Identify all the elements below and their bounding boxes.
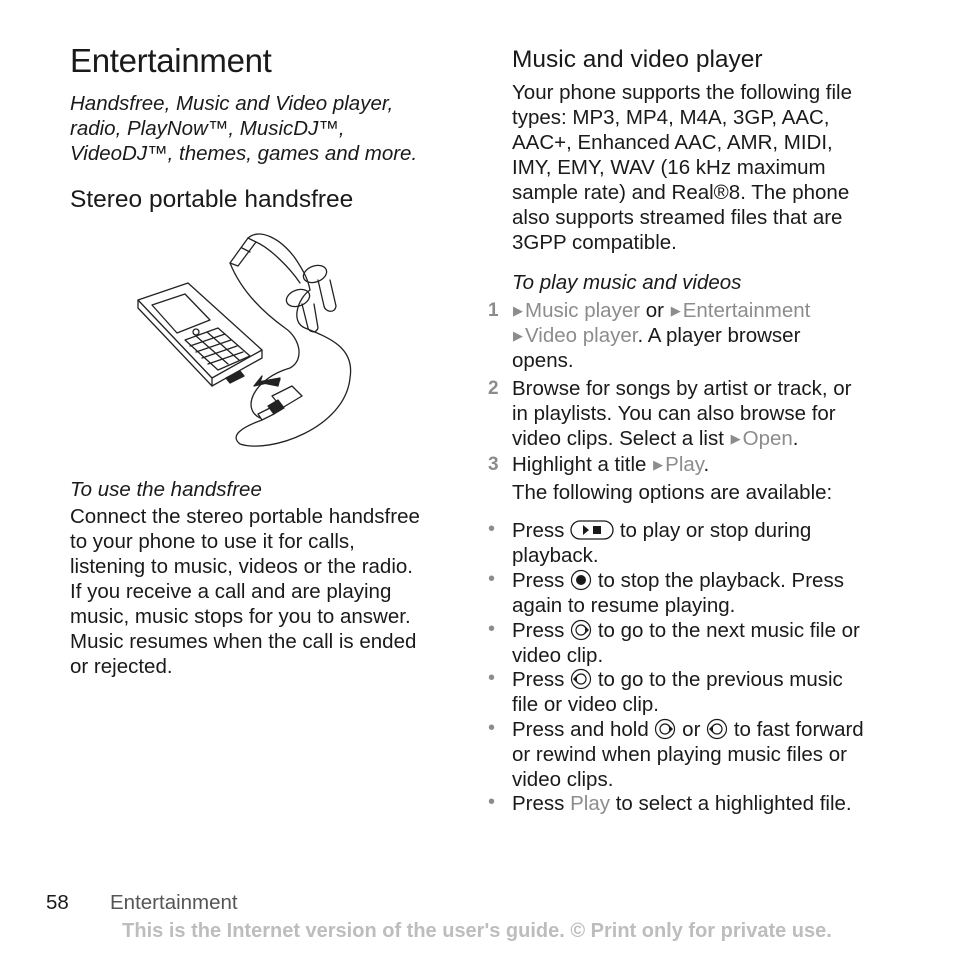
earbud (284, 286, 312, 309)
bullet-text: Press (512, 792, 565, 815)
navigation-select-icon (570, 569, 592, 591)
file-types-paragraph (512, 80, 902, 255)
bullet-text: playback. (512, 544, 599, 567)
bullet-stop-playback (488, 568, 897, 618)
intro-line: VideoDJ™, themes, games and more. (70, 142, 418, 165)
phone-screen (152, 294, 210, 333)
bullet-next-file (488, 618, 897, 668)
paragraph-line: Connect the stereo portable handsfree (70, 505, 420, 528)
paragraph-line: AAC+, Enhanced AAC, AMR, MIDI, (512, 131, 833, 154)
menu-arrow-icon: ▶ (653, 457, 664, 472)
step-3 (488, 452, 892, 477)
menu-arrow-icon: ▶ (513, 328, 523, 343)
paragraph-line: Music resumes when the call is ended (70, 630, 417, 653)
bullet-text: Press (512, 619, 565, 642)
footer-section: Entertainment (110, 891, 238, 914)
bullet-previous-file (488, 667, 897, 717)
bullet-text: Press and hold (512, 718, 649, 741)
bullet-fast-forward-rewind (488, 717, 897, 792)
bullet-dot: • (488, 568, 496, 590)
paragraph-line: to your phone to use it for calls, (70, 530, 355, 553)
page-number: 58 (46, 891, 69, 914)
bullet-dot: • (488, 791, 496, 813)
paragraph-line: If you receive a call and are playing (70, 580, 392, 603)
paragraph-line: also supports streamed files that are (512, 206, 843, 229)
handsfree-remote (230, 238, 256, 266)
paragraph-line: listening to music, videos or the radio. (70, 555, 413, 578)
navigation-right-icon (570, 619, 592, 641)
step-text: video clips. Select a list (512, 427, 724, 450)
bullet-dot: • (488, 667, 496, 689)
options-intro: The following options are available: (512, 481, 833, 504)
bullet-text: video clips. (512, 768, 614, 791)
step-text: Highlight a title (512, 453, 647, 476)
menu-arrow-icon: ▶ (513, 303, 523, 318)
or-text: or (645, 299, 664, 322)
step-number: 2 (488, 378, 499, 399)
navigation-right-icon (654, 718, 676, 740)
paragraph-line: Your phone supports the following file (512, 81, 853, 104)
paragraph-line: IMY, EMY, WAV (16 kHz maximum (512, 156, 826, 179)
bullet-text: video clip. (512, 644, 604, 667)
bullet-text: again to resume playing. (512, 594, 736, 617)
bullet-dot: • (488, 717, 496, 739)
step-text: opens. (512, 349, 574, 372)
handsfree-cable (236, 290, 351, 446)
paragraph-line: 3GPP compatible. (512, 231, 677, 254)
bullet-select-file (488, 791, 897, 816)
phone-body (138, 283, 262, 378)
intro-text (70, 91, 417, 166)
menu-video-player: Video player (525, 324, 638, 347)
play-music-subheading: To play music and videos (512, 271, 742, 294)
bullet-text: or rewind when playing music files or (512, 743, 847, 766)
menu-entertainment: Entertainment (682, 299, 811, 322)
play-stop-key-icon (570, 519, 614, 541)
bullet-text: Press (512, 569, 565, 592)
menu-arrow-icon: ▶ (670, 303, 681, 318)
bullet-play-stop (488, 518, 897, 568)
footer-note: This is the Internet version of the user's guide. © Print only for private use. (122, 920, 832, 942)
bullet-text: to go to the next music file or (597, 619, 860, 642)
menu-play: Play (665, 453, 704, 476)
navigation-left-icon (706, 718, 728, 740)
bullet-text: file or video clip. (512, 693, 659, 716)
bullet-text: to stop the playback. Press (597, 569, 844, 592)
handsfree-paragraph (70, 504, 460, 679)
step-text: . A player browser (637, 324, 801, 347)
bullet-dot: • (488, 518, 496, 540)
bullet-text: to fast forward (733, 718, 864, 741)
punctuation: . (792, 427, 799, 450)
step-1 (488, 298, 892, 373)
bullet-text: to go to the previous music (597, 668, 843, 691)
step-number: 3 (488, 454, 499, 475)
paragraph-line: or rejected. (70, 655, 173, 678)
paragraph-line: music, music stops for you to answer. (70, 605, 411, 628)
bullet-text: to play or stop during (619, 519, 812, 542)
menu-music-player: Music player (525, 299, 641, 322)
bullet-dot: • (488, 618, 496, 640)
intro-line: radio, PlayNow™, MusicDJ™, (70, 117, 345, 140)
section-heading: Stereo portable handsfree (70, 186, 354, 213)
music-player-heading: Music and video player (512, 46, 763, 73)
bullet-text: or (682, 718, 701, 741)
bullet-text: Press (512, 668, 565, 691)
page-title: Entertainment (70, 42, 272, 79)
handsfree-subheading: To use the handsfree (70, 478, 262, 501)
step-2 (488, 376, 892, 451)
paragraph-line: sample rate) and Real®8. The phone (512, 181, 850, 204)
step-text: Browse for songs by artist or track, or (512, 377, 852, 400)
paragraph-line: types: MP3, MP4, M4A, 3GP, AAC, (512, 106, 830, 129)
navigation-left-icon (570, 668, 592, 690)
step-number: 1 (488, 300, 499, 321)
menu-play: Play (570, 792, 610, 815)
punctuation: . (703, 453, 710, 476)
bullet-text: Press (512, 519, 565, 542)
bullet-text: to select a highlighted file. (615, 792, 852, 815)
menu-open: Open (742, 427, 793, 450)
intro-line: Handsfree, Music and Video player, (70, 92, 394, 115)
phone-with-stereo-handsfree-illustration (130, 228, 355, 450)
menu-arrow-icon: ▶ (730, 431, 741, 446)
step-text: in playlists. You can also browse for (512, 402, 836, 425)
